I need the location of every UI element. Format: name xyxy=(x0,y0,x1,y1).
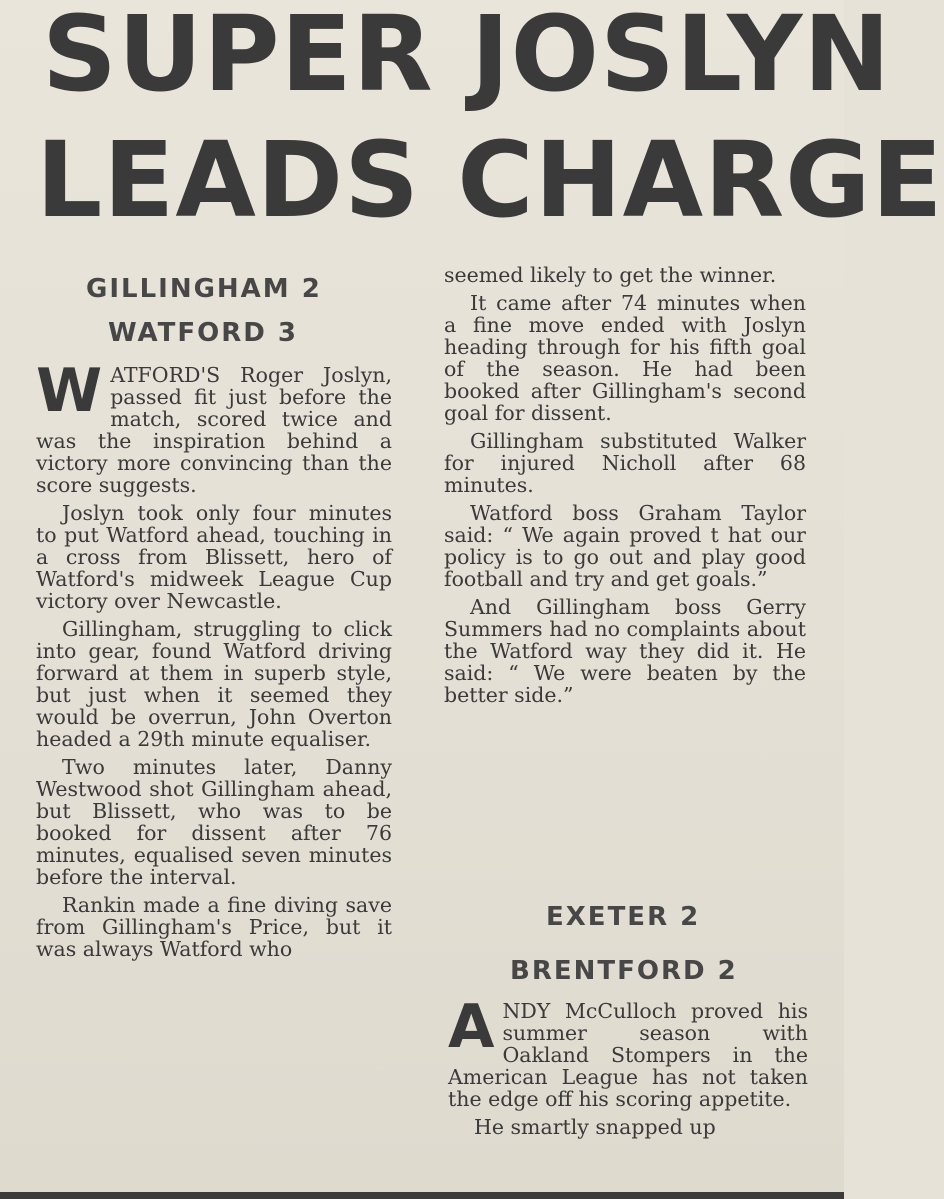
article-column-right-lower xyxy=(448,992,808,1144)
match2-team1-score: EXETER 2 xyxy=(546,902,701,932)
article-paragraph: It came after 74 minutes when a fine move ended with Joslyn heading through for his fifth goal of the season. He had been booked after Gillingham's second goal for dissent. xyxy=(444,291,806,425)
article-paragraph: Rankin made a fine diving save from Gillingham's Price, but it was always Watford who xyxy=(36,893,392,961)
article-paragraph: Watford boss Graham Taylor said: “ We again proved t hat our policy is to go out and play good football and try and get goals.” xyxy=(444,501,806,591)
headline-line-1: SUPER JOSLYN xyxy=(42,0,892,115)
article-paragraph: WATFORD'S Roger Joslyn, passed fit just before the match, scored twice and was the inspiration behind a victory more convincing than the score suggests. xyxy=(36,356,392,497)
article-paragraph: He smartly snapped up xyxy=(474,1115,716,1139)
article-column-right xyxy=(444,264,806,712)
headline-line-2: LEADS CHARGE xyxy=(36,119,944,241)
bottom-rule xyxy=(0,1192,844,1199)
match2-team2-score: BRENTFORD 2 xyxy=(510,956,738,986)
drop-cap: W xyxy=(36,356,103,426)
article-paragraph: Gillingham, struggling to click into gear, found Watford driving forward at them in superb style, but just when it seemed they would be overrun, John Overton headed a 29th minute equaliser. xyxy=(36,617,392,751)
article-paragraph: Two minutes later, Danny Westwood shot Gillingham ahead, but Blissett, who was to be booked for dissent after 76 minutes, equalised seven minutes before the interval. xyxy=(36,755,392,889)
article-paragraph: And Gillingham boss Gerry Summers had no complaints about the Watford way they did it. He said: “ We were beaten by the better side.” xyxy=(444,595,806,707)
article-paragraph: Joslyn took only four minutes to put Watford ahead, touching in a cross from Blissett, hero of Watford's midweek League Cup victory over Newcastle. xyxy=(36,501,392,613)
article-paragraph: Gillingham substituted Walker for injured Nicholl after 68 minutes. xyxy=(444,429,806,497)
article-paragraph: seemed likely to get the winner. xyxy=(444,263,777,287)
match1-team1-score: GILLINGHAM 2 xyxy=(86,274,322,304)
article-column-left xyxy=(36,356,392,966)
drop-cap: A xyxy=(448,992,495,1062)
article-paragraph: ANDY McCulloch proved his summer season with Oakland Stompers in the American League has not taken the edge off his scoring appetite. xyxy=(448,992,808,1111)
match1-team2-score: WATFORD 3 xyxy=(108,318,298,348)
